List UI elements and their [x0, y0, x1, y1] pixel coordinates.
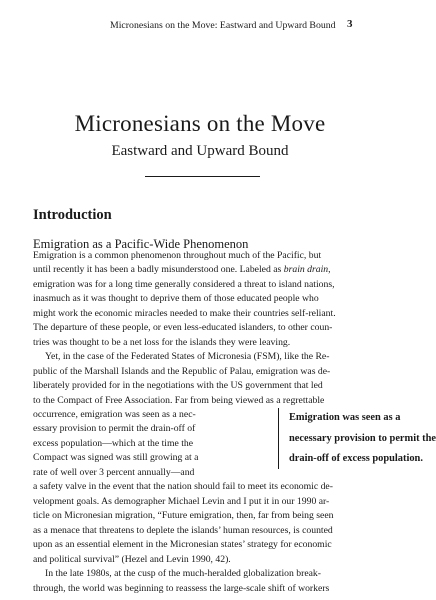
text-line: Emigration is a common phenomenon throughout much of the Pacific, but [33, 250, 322, 261]
text-line: as a menace that threatens to deplete the islands’ human resources, is counted [33, 524, 333, 536]
page-number: 3 [347, 18, 353, 30]
emphasis-brain-drain: brain drain [283, 264, 329, 276]
text-line: and political survival” (Hezel and Levin 1990, 42). [33, 553, 231, 565]
text-line: public of the Marshall Islands and the Republic of Palau, emigration was de- [33, 365, 331, 377]
text-line: The departure of these people, or even less-educated islanders, to other coun- [33, 322, 333, 334]
title-rule [145, 176, 260, 177]
text-line: a safety valve in the event that the nation should fail to meet its economic de- [33, 481, 333, 493]
pull-quote-line: drain-off of excess population. [289, 453, 423, 464]
text-line: ticle on Micronesian migration, “Future emigration, then, far from being seen [33, 510, 334, 522]
text-line: upon as an essential element in the Micronesian states’ strategy for economic [33, 539, 332, 551]
paragraph-2-narrow [33, 408, 273, 480]
chapter-subtitle: Eastward and Upward Bound [111, 143, 289, 159]
text-line: In the late 1980s, at the cusp of the much-heralded globalization break- [45, 568, 321, 580]
paragraph-3 [33, 567, 369, 596]
text-line: velopment goals. As demographer Michael Levin and I put it in our 1990 ar- [33, 495, 330, 507]
text-line: essary provision to permit the drain-off of [33, 423, 196, 435]
text-line: Compact was signed was still growing at a [33, 452, 199, 464]
paragraph-1 [33, 249, 369, 350]
text-line: liberately provided for in the negotiations with the US government that led [33, 380, 323, 392]
text-line: occurrence, emigration was seen as a nec- [33, 409, 196, 421]
text-line: might work the economic miracles needed to make their countries self-reliant. [33, 307, 336, 319]
pull-quote-line: necessary provision to permit the [289, 432, 436, 444]
pull-quote [278, 408, 436, 469]
running-head: Micronesians on the Move: Eastward and Upward Bound [110, 20, 336, 31]
text-line: tries was thought to be a net loss for the islands they were leaving. [33, 336, 291, 348]
text-line: Yet, in the case of the Federated States of Micronesia (FSM), like the Re- [45, 351, 330, 363]
text-line: until recently it has been a badly misunderstood one. Labeled as brain drain, [33, 264, 331, 276]
paragraph-2-rest [33, 480, 369, 567]
pull-quote-line: Emigration was seen as a [289, 412, 401, 424]
text-line: excess population—which at the time the [33, 437, 194, 449]
text-line: inasmuch as it was thought to deprive them of those educated people who [33, 293, 319, 305]
text-line: through, the world was beginning to reassess the large-scale shift of workers [33, 582, 330, 594]
section-heading: Introduction [33, 207, 112, 223]
text-line: rate of well over 3 percent annually—and [33, 466, 195, 478]
subsection-heading: Emigration as a Pacific-Wide Phenomenon [33, 237, 249, 251]
paragraph-2-start [33, 350, 369, 408]
text-line: to the Compact of Free Association. Far from being viewed as a regrettable [33, 394, 325, 406]
chapter-title: Micronesians on the Move [74, 111, 326, 136]
text-line: emigration was for a long time generally considered a threat to island nations, [33, 278, 335, 290]
